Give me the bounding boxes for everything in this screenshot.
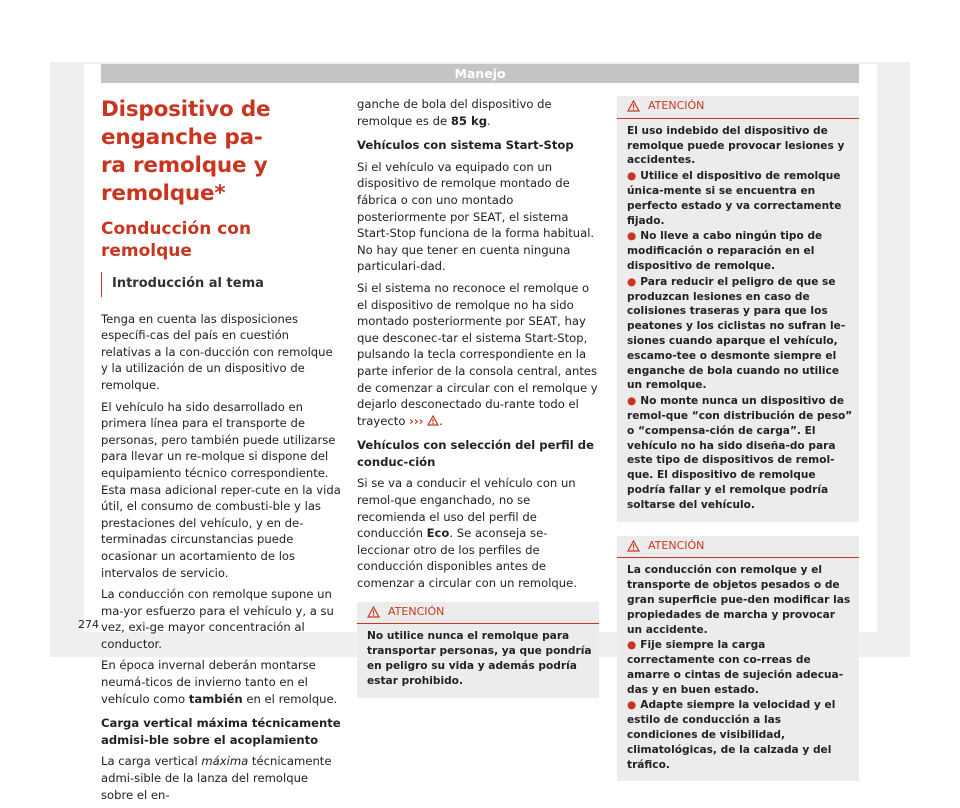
warning-text: No utilice nunca el remolque para transportar personas, ya que pondría en peligro su vida y además podría estar prohibido. (367, 630, 592, 687)
warning-bullet (627, 638, 853, 697)
warning-bullet (627, 698, 853, 772)
warning-header (617, 96, 859, 119)
text-run: técnicamente admi-sible de la lanza del remolque sobre el en- (101, 754, 332, 802)
paragraph (357, 96, 599, 129)
column-1 (101, 96, 341, 808)
text-run: . (439, 413, 443, 428)
bullet-icon: ● (627, 275, 637, 288)
bullet-icon: ● (627, 230, 637, 243)
bullet-text: No lleve a cabo ningún tipo de modificación o reparación en el dispositivo de remolque. (627, 230, 823, 272)
bullet-text: Para reducir el peligro de que se produzcan lesiones en caso de colisiones traseras y para que los peatones y los ciclistas no sufran le-siones cuando aparque el vehículo, escamo-tee o desmonte siempre el enganche de bola cuando no utilice un remolque. (627, 275, 846, 392)
warning-body (617, 119, 859, 522)
warning-label: ATENCIÓN (388, 604, 445, 618)
bullet-text: No monte nunca un dispositivo de remol-que “con distribución de peso” o “compensa-ción de carga”. El vehículo no ha sido diseña-do para este tipo de dispositivos de remol-que. El dispositivo de remolque podría fallar y el remolque podría soltarse del vehículo. (627, 395, 853, 511)
paragraph (101, 657, 341, 707)
subheading: Carga vertical máxima técnicamente admisi-ble sobre el acoplamiento (101, 716, 341, 747)
bullet-icon: ● (627, 699, 637, 712)
subheading: Vehículos con sistema Start-Stop (357, 138, 574, 153)
page-title (101, 96, 341, 208)
section-header: Manejo (101, 64, 859, 83)
text-run: . Se aconseja se-leccionar otro de los perfiles de conducción disponibles antes de comenzar a circular con un remolque. (357, 526, 577, 591)
bullet-icon: ● (627, 170, 637, 183)
bold-text: también (188, 691, 243, 706)
text-run: . (487, 113, 491, 128)
warning-bullet (627, 394, 853, 512)
text-run: en el remolque. (242, 691, 338, 706)
warning-triangle-icon (427, 415, 439, 426)
bullet-icon: ● (627, 395, 637, 408)
bold-text: Eco (426, 526, 450, 541)
paragraph (357, 280, 599, 429)
warning-body (617, 558, 859, 781)
subheading: Vehículos con selección del perfil de conduc-ción (357, 438, 594, 469)
warning-label: ATENCIÓN (648, 99, 705, 112)
warning-header (617, 536, 859, 559)
warning-box (357, 602, 599, 698)
title-line-1: Dispositivo de enganche pa- (101, 97, 271, 150)
warning-bullet (627, 275, 853, 393)
section-subtitle: Conducción con remolque (101, 219, 252, 261)
paragraph: El vehículo ha sido desarrollado en primera línea para el transporte de personas, pero también puede utilizarse para llevar un re-molque si dispone del equipamiento técnico correspondiente. Esta masa adicional reper-cute en la vida útil, el consumo de combusti-ble y las prestaciones del vehículo, y en de-terminadas circunstancias puede ocasionar un acortamiento de los intervalos de servicio. (101, 399, 341, 580)
warning-label: ATENCIÓN (648, 538, 705, 552)
text-run: Si se va a conducir el vehículo con un remol-que enganchado, no se recomienda el uso del perfil de conducción (357, 476, 576, 541)
paragraph: La conducción con remolque supone un ma-yor esfuerzo para el vehículo y, a su vez, exi-ge mayor concentración al conductor. (101, 587, 334, 651)
paragraph: Si el vehículo va equipado con un dispositivo de remolque montado de fábrica o con uno montado posteriormente por SEAT, el sistema Start-Stop funciona de la forma habitual. No hay que tener en cuenta ninguna particulari-dad. (357, 159, 595, 274)
text-run: En época invernal deberán montarse neumá-ticos de invierno tanto en el vehículo como (101, 658, 316, 706)
warning-header (357, 602, 599, 625)
text-run: Si el sistema no reconoce el remolque o el dispositivo de remolque no ha sido montado posteriormente por SEAT, hay que desconec-tar el sistema Start-Stop, pulsando la tecla correspondiente en la parte inferior de la consola central, antes de comenzar a circular con el remolque y dejarlo desconectado du-rante todo el trayecto (357, 280, 598, 428)
warning-triangle-icon (627, 100, 640, 112)
cross-reference-arrows[interactable]: ››› (409, 413, 424, 428)
paragraph (357, 475, 599, 591)
warning-bullet (627, 169, 853, 228)
text-run: La carga vertical (101, 754, 202, 769)
column-2 (357, 96, 599, 698)
paragraph: Tenga en cuenta las disposiciones específi-cas del país en cuestión relativas a la con-ducción con remolque y la utilización de un dispositivo de remolque. (101, 311, 333, 392)
topic-heading: Introducción al tema (101, 272, 341, 297)
warning-box (617, 96, 859, 522)
bold-text: 85 kg (450, 113, 488, 128)
warning-box (617, 536, 859, 782)
paragraph (101, 753, 341, 803)
warning-triangle-icon (627, 540, 640, 552)
page-number: 274 (78, 618, 99, 631)
warning-intro: La conducción con remolque y el transporte de objetos pesados o de gran superficie pue-den modificar las propiedades de marcha y provocar un accidente. (627, 564, 851, 636)
column-3 (617, 96, 859, 781)
bullet-icon: ● (627, 639, 637, 652)
text-run: ganche de bola del dispositivo de remolque es de (357, 97, 552, 128)
warning-intro: El uso indebido del dispositivo de remolque puede provocar lesiones y accidentes. (627, 124, 845, 167)
warning-body (357, 624, 599, 697)
bullet-text: Adapte siempre la velocidad y el estilo de conducción a las condiciones de visibilidad, climatológicas, de la calzada y del tráfico. (627, 699, 836, 771)
warning-triangle-icon (367, 606, 380, 618)
italic-text: máxima (201, 754, 249, 769)
warning-bullet (627, 229, 853, 273)
title-line-2: ra remolque y remolque* (101, 153, 268, 206)
bullet-text: Fije siempre la carga correctamente con co-rreas de amarre o cintas de sujeción adecua-das y en buen estado. (627, 639, 844, 696)
bullet-text: Utilice el dispositivo de remolque única-mente si se encuentra en perfecto estado y va correctamente fijado. (627, 170, 842, 227)
